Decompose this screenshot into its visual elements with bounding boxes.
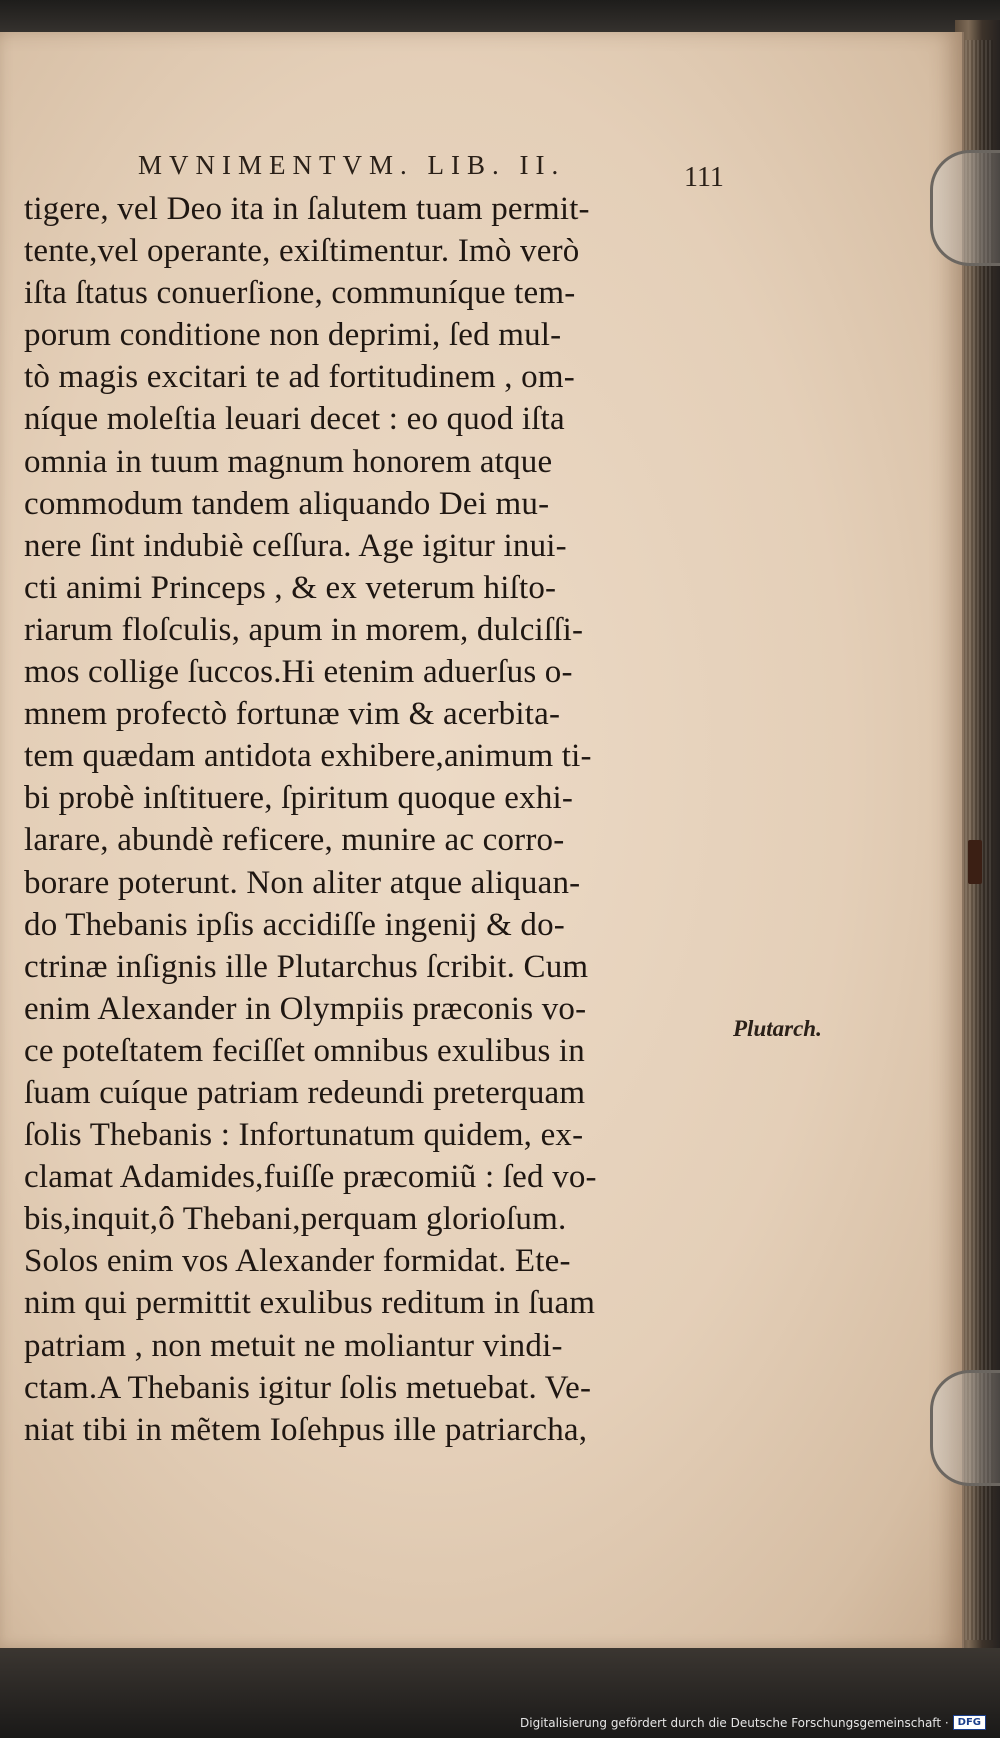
credit-text: Digitalisierung gefördert durch die Deutsche Forschungsgemeinschaft · — [520, 1715, 949, 1730]
text-line: níque moleſtia leuari decet : eo quod iſta — [24, 401, 565, 438]
text-line: ctrinæ inſignis ille Plutarchus ſcribit. Cum — [24, 948, 589, 985]
text-line: enim Alexander in Olympiis præconis vo- — [24, 990, 587, 1027]
text-line: bis,inquit,ô Thebani,perquam glorioſum. — [24, 1201, 567, 1238]
text-line: nim qui permittit exulibus reditum in ſuam — [24, 1285, 596, 1322]
text-line: riarum floſculis, apum in morem, dulciſſi- — [24, 611, 584, 648]
page-number: 111 — [684, 162, 724, 193]
text-line: tò magis excitari te ad fortitudinem , om- — [24, 359, 575, 396]
text-line: borare poterunt. Non aliter atque aliquan- — [24, 864, 581, 901]
text-line: mnem profectò fortunæ vim & acerbita- — [24, 696, 561, 733]
text-line: cti animi Princeps , & ex veterum hiſto- — [24, 569, 557, 606]
digitization-credit — [520, 1715, 986, 1730]
text-line: iſta ſtatus conuerſione, communíque tem- — [24, 275, 576, 312]
marginal-note: Plutarch. — [733, 1016, 822, 1041]
text-line: tem quædam antidota exhibere,animum ti- — [24, 738, 592, 775]
dfg-logo: DFG — [953, 1715, 986, 1730]
text-line: mos collige ſuccos.Hi etenim aduerſus o- — [24, 654, 573, 691]
text-line: do Thebanis ipſis accidiſſe ingenij & do- — [24, 906, 565, 943]
text-line: niat tibi in mẽtem Ioſehpus ille patriarcha, — [24, 1411, 588, 1448]
text-line: ctam.A Thebanis igitur ſolis metuebat. Ve- — [24, 1369, 592, 1406]
book-page — [0, 32, 964, 1657]
text-line: Solos enim vos Alexander formidat. Ete- — [24, 1243, 571, 1280]
text-line: ſolis Thebanis : Infortunatum quidem, ex- — [24, 1117, 584, 1154]
text-line: nere ſint indubiè ceſſura. Age igitur inui- — [24, 527, 567, 564]
text-line: patriam , non metuit ne moliantur vindi- — [24, 1327, 563, 1364]
text-line: larare, abundè reficere, munire ac corro- — [24, 822, 565, 859]
running-head: MVNIMENTVM. LIB. II. — [138, 150, 566, 180]
text-line: clamat Adamides,fuiſſe præcomiũ : ſed vo- — [24, 1159, 597, 1196]
text-line: tente,vel operante, exiſtimentur. Imò verò — [24, 233, 580, 270]
text-line: ce poteſtatem feciſſet omnibus exulibus in — [24, 1032, 586, 1069]
page-clip-top — [930, 150, 1000, 266]
body-text — [24, 188, 744, 1451]
text-line: tigere, vel Deo ita in ſalutem tuam permit- — [24, 191, 590, 227]
text-line: ſuam cuíque patriam redeundi preterquam — [24, 1074, 586, 1111]
text-line: commodum tandem aliquando Dei mu- — [24, 485, 550, 522]
bookmark-tab — [968, 840, 982, 884]
text-line: omnia in tuum magnum honorem atque — [24, 443, 553, 480]
page-clip-bottom — [930, 1370, 1000, 1486]
text-line: bi probè inſtituere, ſpiritum quoque exhi- — [24, 780, 574, 817]
text-line: porum conditione non deprimi, ſed mul- — [24, 317, 562, 354]
